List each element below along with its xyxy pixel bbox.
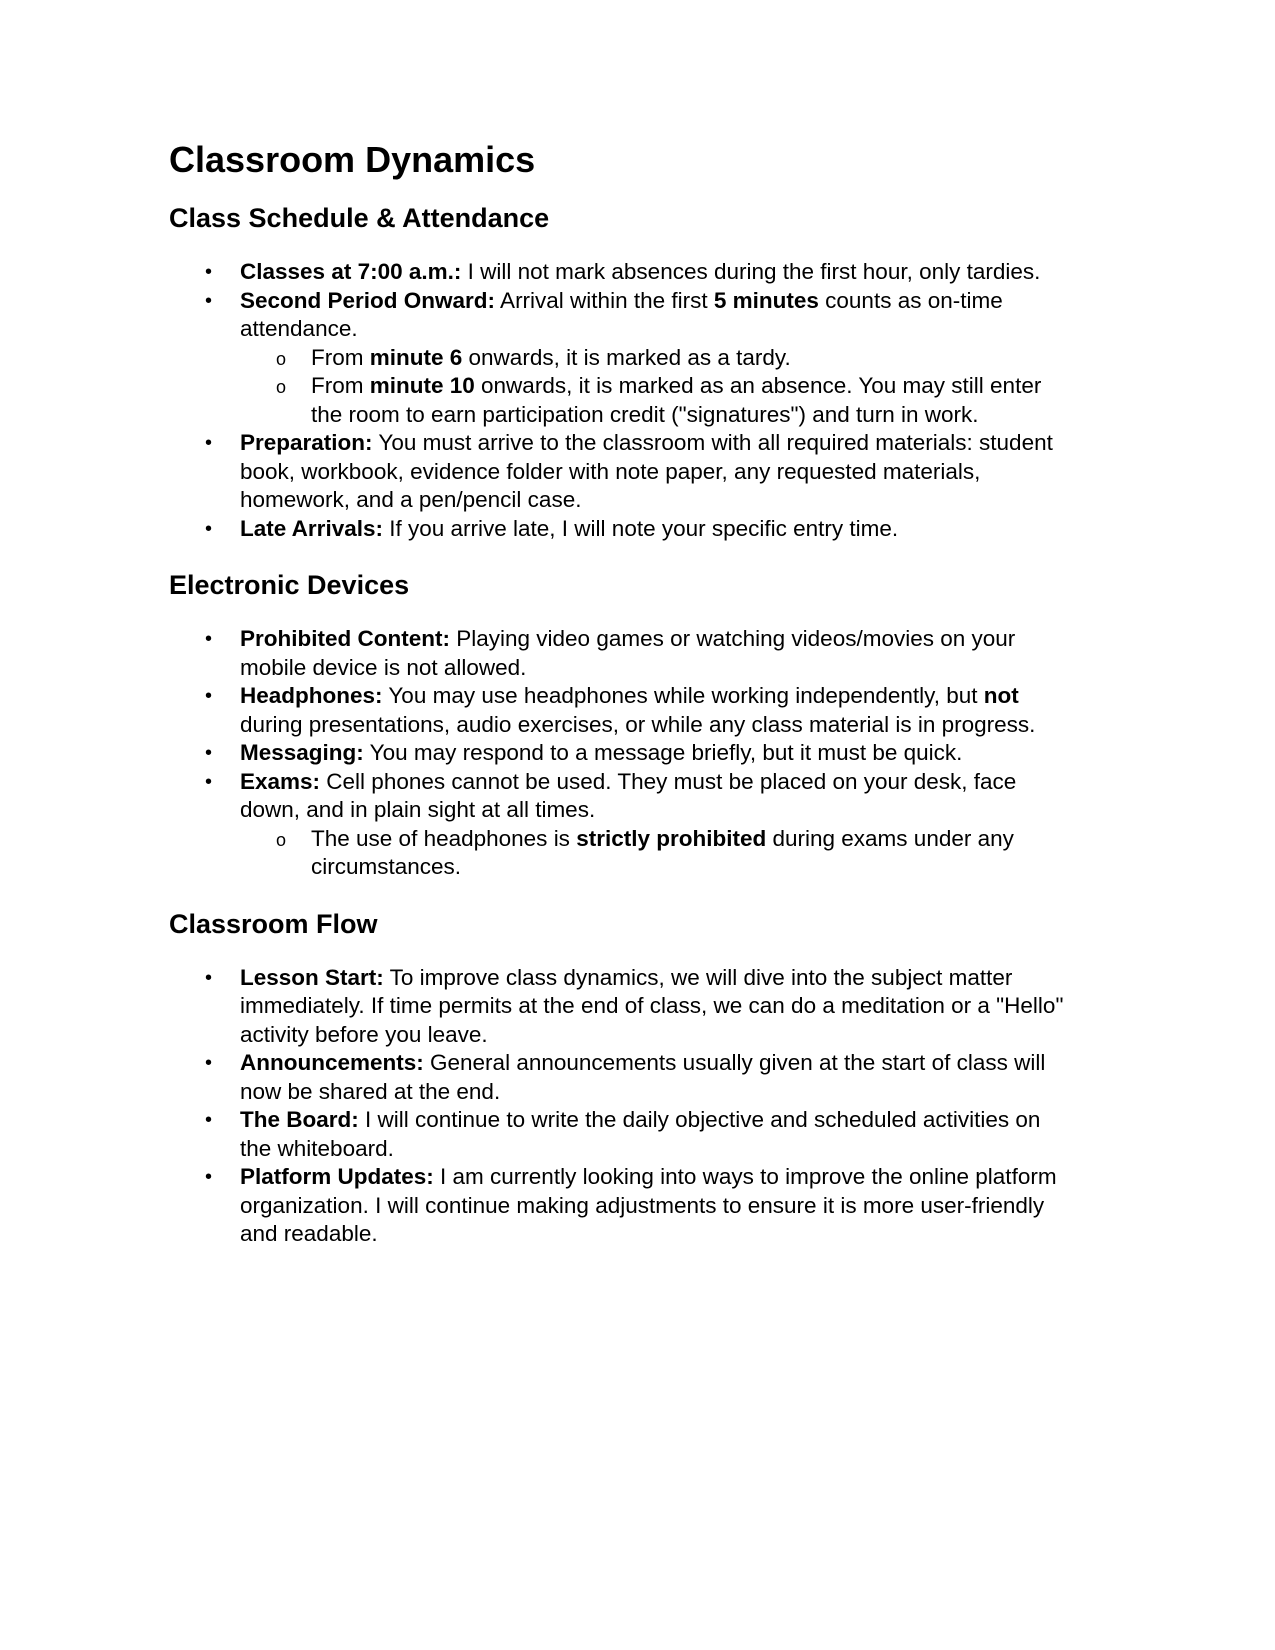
item-label: Exams: (240, 768, 321, 794)
sub-list (240, 825, 1069, 882)
item-text: I will not mark absences during the first hour, only tardies. (461, 259, 1041, 284)
list-item (169, 682, 1069, 739)
list-item (169, 287, 1069, 430)
item-label: Late Arrivals: (240, 515, 383, 541)
item-text: You may use headphones while working independently, but (382, 683, 984, 708)
sub-list-item (240, 825, 1069, 882)
item-text: I am currently looking into ways to improve the online platform organization. I will continue making adjustments to ensure it is more user-friendly and readable. (240, 1164, 1057, 1246)
item-text: onwards, it is marked as an absence. You may still enter the room to earn participation credit ("signatures") and turn in work. (311, 373, 1042, 427)
item-text: counts as on-time attendance. (240, 287, 1003, 341)
bullet-icon: • (205, 289, 213, 312)
sub-bullet-icon: o (276, 829, 287, 850)
item-label: The Board: (240, 1107, 359, 1132)
list-item (169, 515, 1069, 544)
page-title: Classroom Dynamics (169, 139, 536, 180)
item-emphasis: strictly prohibited (576, 825, 767, 851)
sub-bullet-icon: o (276, 348, 287, 369)
list-item (169, 768, 1069, 882)
list-item (169, 1163, 1069, 1249)
item-text: during exams under any circumstances. (311, 825, 1014, 879)
bullet-icon: • (205, 517, 213, 540)
bullet-icon: • (205, 966, 213, 989)
item-emphasis: minute 6 (369, 344, 463, 370)
list-item (169, 258, 1069, 287)
item-label: Second Period Onward: (240, 287, 496, 313)
list-item (169, 1049, 1069, 1106)
bullet-icon: • (205, 770, 213, 793)
bullet-icon: • (205, 742, 213, 764)
item-text: To improve class dynamics, we will dive into the subject matter immediately. If time permits at the end of class, we can do a meditation or a "Hello" activity before you leave. (240, 964, 1064, 1047)
flow-list (169, 964, 1069, 1249)
item-text: Playing video games or watching videos/movies on your mobile device is not allowed. (240, 626, 1016, 680)
list-item (169, 964, 1069, 1050)
item-text: You may respond to a message briefly, but it must be quick. (363, 740, 963, 765)
item-label: Lesson Start: (240, 964, 384, 990)
document-page (169, 136, 1069, 1249)
bullet-icon: • (205, 1052, 213, 1074)
section-heading-flow: Classroom Flow (169, 908, 378, 939)
item-label: Headphones: (240, 683, 383, 708)
bullet-icon: • (205, 685, 213, 707)
item-label: Preparation: (240, 430, 373, 455)
item-text: I will continue to write the daily objective and scheduled activities on the whiteboard. (240, 1107, 1041, 1161)
bullet-icon: • (205, 432, 213, 454)
item-label: Platform Updates: (240, 1164, 434, 1189)
list-item (169, 429, 1069, 515)
item-text: Cell phones cannot be used. They must be placed on your desk, face down, and in plain sight at all times. (240, 768, 1017, 822)
list-item (169, 1106, 1069, 1163)
item-text: You must arrive to the classroom with all required materials: student book, workbook, evidence folder with note paper, any requested materials, homework, and a pen/pencil case. (240, 430, 1053, 512)
sub-list-item (240, 372, 1069, 429)
item-text: during presentations, audio exercises, or while any class material is in progress. (240, 711, 1036, 737)
item-text: General announcements usually given at the start of class will now be shared at the end. (240, 1050, 1046, 1104)
schedule-list (169, 258, 1069, 543)
sub-bullet-icon: o (276, 377, 287, 397)
item-emphasis: minute 10 (369, 373, 475, 398)
item-label: Prohibited Content: (240, 626, 450, 651)
bullet-icon: • (205, 628, 213, 650)
bullet-icon: • (205, 261, 213, 283)
list-item (169, 625, 1069, 682)
sub-list (240, 344, 1069, 430)
list-item (169, 739, 1069, 768)
bullet-icon: • (205, 1109, 213, 1131)
item-label: Messaging: (240, 740, 364, 765)
bullet-icon: • (205, 1166, 213, 1188)
item-text: Arrival within the first (495, 287, 714, 313)
section-heading-devices: Electronic Devices (169, 570, 410, 600)
item-text: If you arrive late, I will note your specific entry time. (382, 515, 899, 541)
devices-list (169, 625, 1069, 882)
section-heading-schedule: Class Schedule & Attendance (169, 203, 550, 233)
item-text: onwards, it is marked as a tardy. (462, 344, 791, 370)
item-text: From (311, 373, 370, 398)
item-label: Classes at 7:00 a.m.: (240, 259, 462, 284)
item-text: The use of headphones is (311, 825, 577, 851)
item-emphasis: 5 minutes (713, 287, 819, 313)
item-text: From (311, 344, 370, 370)
item-label: Announcements: (240, 1050, 424, 1075)
item-emphasis: not (983, 683, 1019, 708)
sub-list-item (240, 344, 1069, 373)
